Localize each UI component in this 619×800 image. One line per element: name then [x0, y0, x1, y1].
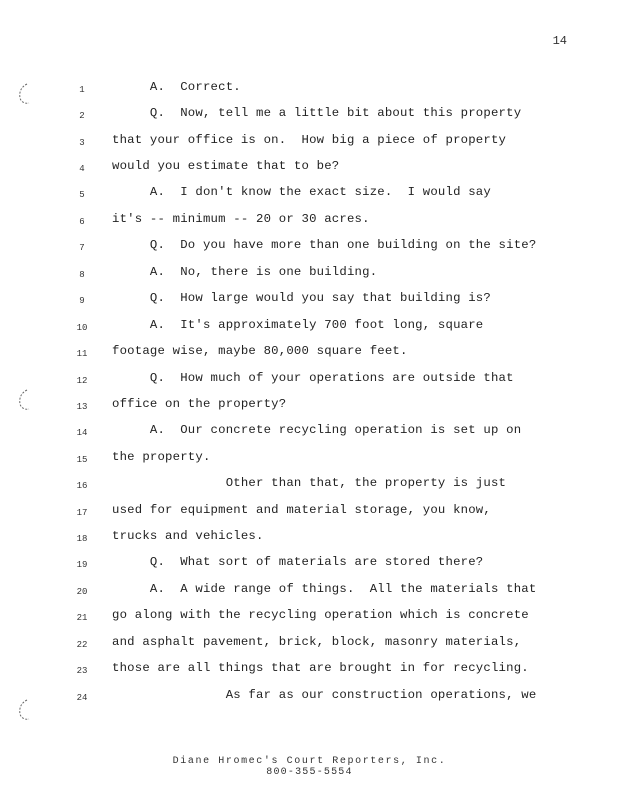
transcript-line	[0, 688, 619, 708]
line-number: 6	[79, 217, 85, 227]
line-text: Q. Now, tell me a little bit about this property	[112, 106, 522, 120]
line-text: Q. How much of your operations are outside that	[112, 371, 514, 385]
line-number: 1	[79, 85, 85, 95]
line-number: 24	[76, 693, 88, 703]
line-number: 16	[76, 481, 88, 491]
transcript-line	[0, 159, 619, 179]
line-text: office on the property?	[112, 397, 287, 411]
transcript-line	[0, 106, 619, 126]
line-text: used for equipment and material storage, you know,	[112, 503, 491, 517]
line-text: the property.	[112, 450, 211, 464]
line-text: that your office is on. How big a piece of property	[112, 133, 507, 147]
transcript-line	[0, 555, 619, 575]
line-number: 4	[79, 164, 85, 174]
line-number: 21	[76, 613, 88, 623]
footer-phone: 800-355-5554	[266, 767, 353, 778]
line-number: 13	[76, 402, 88, 412]
line-number: 20	[76, 587, 88, 597]
line-number: 12	[76, 376, 88, 386]
page-number: 14	[552, 34, 567, 48]
transcript-line	[0, 608, 619, 628]
line-number: 18	[76, 534, 88, 544]
line-text: would you estimate that to be?	[112, 159, 340, 173]
line-number: 14	[76, 428, 88, 438]
line-text: Q. What sort of materials are stored there?	[112, 555, 484, 569]
transcript-line	[0, 503, 619, 523]
line-number: 3	[79, 138, 85, 148]
line-number: 11	[76, 349, 88, 359]
transcript-line	[0, 133, 619, 153]
line-text: it's -- minimum -- 20 or 30 acres.	[112, 212, 370, 226]
line-number: 5	[79, 190, 85, 200]
transcript-line	[0, 265, 619, 285]
line-number: 19	[76, 560, 88, 570]
transcript-line	[0, 635, 619, 655]
line-text: Q. How large would you say that building is?	[112, 291, 491, 305]
transcript-line	[0, 529, 619, 549]
line-number: 9	[79, 296, 85, 306]
transcript-line	[0, 318, 619, 338]
line-number: 15	[76, 455, 88, 465]
line-text: A. It's approximately 700 foot long, square	[112, 318, 484, 332]
transcript-line	[0, 397, 619, 417]
transcript-line	[0, 80, 619, 100]
transcript-line	[0, 371, 619, 391]
line-number: 2	[79, 111, 85, 121]
line-text: A. Our concrete recycling operation is set up on	[112, 423, 522, 437]
line-text: A. A wide range of things. All the materials that	[112, 582, 537, 596]
line-number: 8	[79, 270, 85, 280]
transcript-line	[0, 450, 619, 470]
transcript-line	[0, 423, 619, 443]
line-text: A. Correct.	[112, 80, 241, 94]
line-number: 23	[76, 666, 88, 676]
line-number: 10	[76, 323, 88, 333]
line-text: those are all things that are brought in for recycling.	[112, 661, 529, 675]
transcript-line	[0, 212, 619, 232]
line-text: Other than that, the property is just	[112, 476, 507, 490]
line-text: footage wise, maybe 80,000 square feet.	[112, 344, 408, 358]
line-number: 17	[76, 508, 88, 518]
transcript-line	[0, 344, 619, 364]
transcript-line	[0, 476, 619, 496]
transcript-line	[0, 238, 619, 258]
transcript-line	[0, 582, 619, 602]
footer-reporter-name: Diane Hromec's Court Reporters, Inc.	[172, 756, 447, 767]
line-text: Q. Do you have more than one building on the site?	[112, 238, 537, 252]
line-text: go along with the recycling operation which is concrete	[112, 608, 529, 622]
line-number: 7	[79, 243, 85, 253]
line-text: As far as our construction operations, we	[112, 688, 537, 702]
line-text: A. No, there is one building.	[112, 265, 378, 279]
line-text: A. I don't know the exact size. I would say	[112, 185, 491, 199]
line-text: and asphalt pavement, brick, block, masonry materials,	[112, 635, 522, 649]
transcript-line	[0, 185, 619, 205]
line-number: 22	[76, 640, 88, 650]
transcript-line	[0, 291, 619, 311]
line-text: trucks and vehicles.	[112, 529, 264, 543]
transcript-line	[0, 661, 619, 681]
